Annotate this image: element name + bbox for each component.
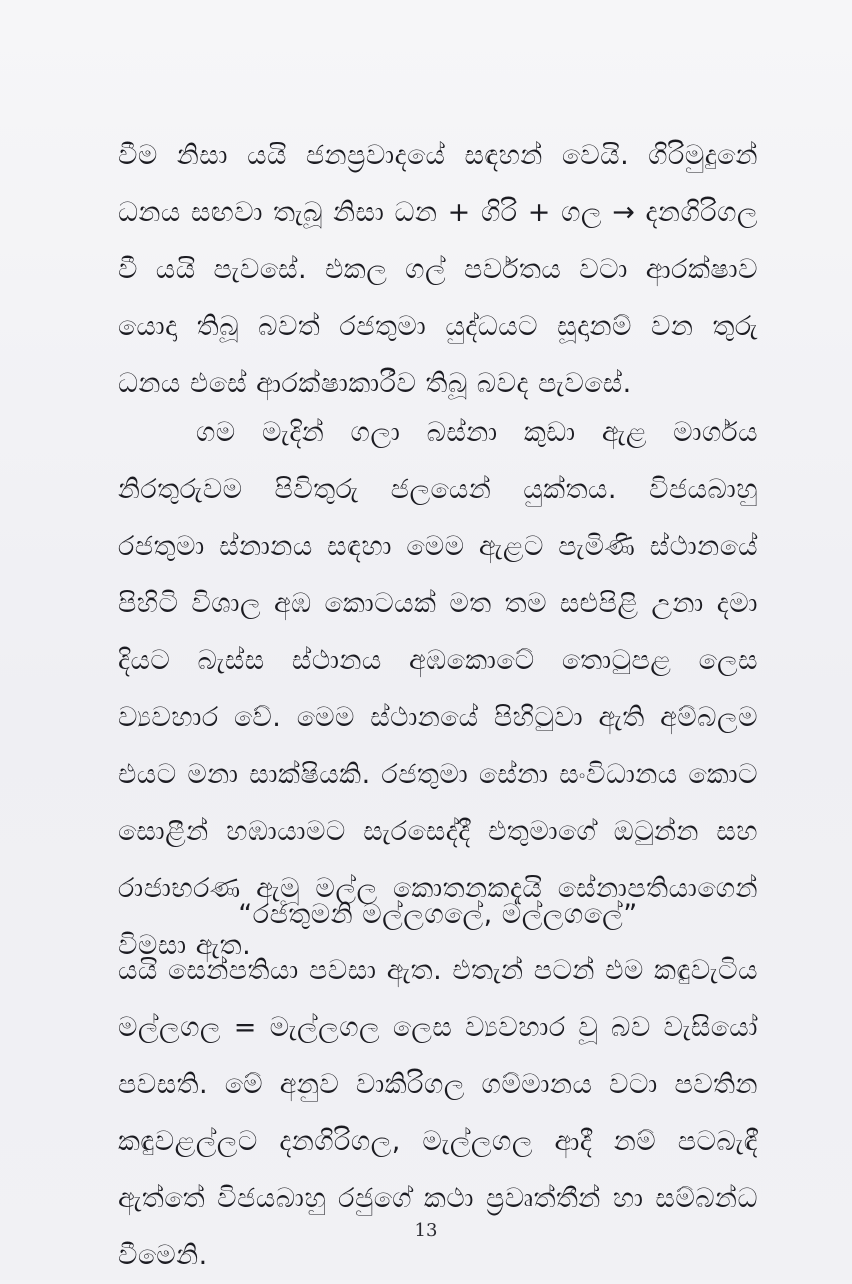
quoted-speech: “රජතුමනි මල්ලගලේ, මල්ලගලේ” xyxy=(238,899,638,930)
paragraph-continued: වීම නිසා යයි ජනප්‍රවාදයේ සඳහන් වෙයි. ගිරිමුදුනේ ධනය සඟවා තැබූ නිසා ධන + ගිරි + ගල → දනගිරිගල වී යයි පැවසේ. එකල ගල් පර්වතය වටා ආරක්ෂාව යොදා තිබූ බවත් රජතුමා යුද්ධයට සූදානම් වන තුරු ධනය එසේ ආරක්ෂාකාරීව තිබූ බවද පැවසේ. xyxy=(118,140,758,399)
paragraph-closing: යයි සෙන්පතියා පවසා ඇත. එතැන් පටන් එම කඳුවැටිය මල්ලගල = මැල්ලගල ලෙස ව්‍යවහාර වූ බව වැසියෝ පවසති. මේ අනුව වාකිරිගල ගම්මානය වටා පවතින කඳුවළල්ලට දනගිරිගල, මැල්ලගල ආදී නම් පටබැඳී ඇත්තේ විජයබාහු රජුගේ කථා ප්‍රවෘත්තීන් හා සම්බන්ධ වීමෙනි. xyxy=(118,955,758,1271)
paragraph-bathing-place: ගම මැදින් ගලා බස්නා කුඩා ඇළ මාර්ගය නිරතුරුවම පිවිතුරු ජලයෙන් යුක්තය. විජයබාහු රජතුමා ස්නානය සඳහා මෙම ඇළට පැමිණි ස්ථානයේ පිහිටි විශාල අඹ කොටයක් මත තම සළුපිළි උනා දමා දියට බැස්ස ස්ථානය අඹකොටේ තොටුපළ ලෙස ව්‍යවහාර වේ. මෙම ස්ථානයේ පිහිටුවා ඇති අම්බලම එයට මනා සාක්ෂියකි. රජතුමා සේනා සංවිධානය කොට සොළීන් හඹායාමට සැරසෙද්දී එතුමාගේ ඔටුන්න සහ රාජාභරණ ඇමූ මල්ල කොතනකදැයි සේනාපතියාගෙන් විමසා ඇත. xyxy=(118,417,758,961)
page-number: 13 xyxy=(414,1220,438,1241)
